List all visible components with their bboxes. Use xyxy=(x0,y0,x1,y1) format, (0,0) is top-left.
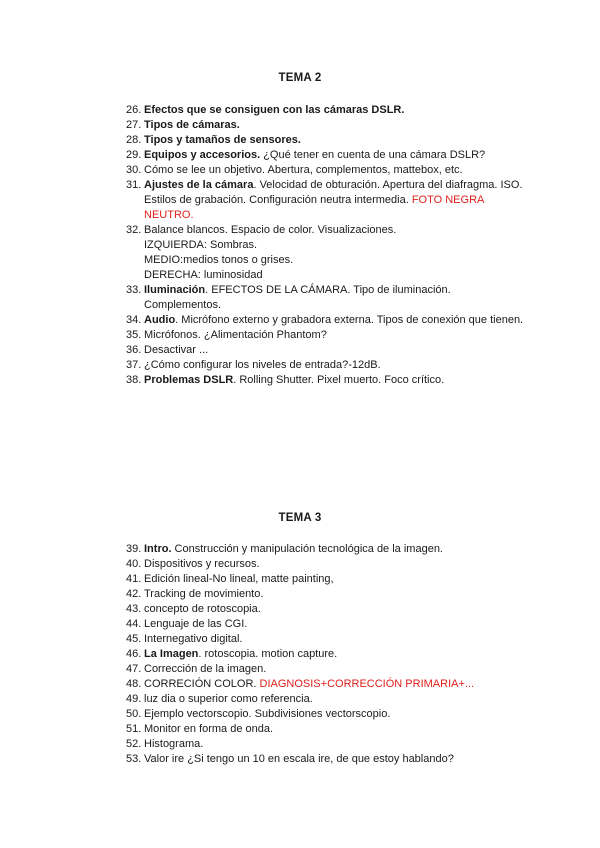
section-title-tema-3: TEMA 3 xyxy=(278,512,322,524)
item-text: Corrección de la imagen. xyxy=(144,663,267,675)
list-item xyxy=(126,313,526,328)
item-sub-line: IZQUIERDA: Sombras. xyxy=(144,239,258,251)
item-text: Histograma. xyxy=(144,738,204,750)
item-number: 30. xyxy=(126,164,142,176)
list-item xyxy=(126,662,526,677)
list-item xyxy=(126,557,526,572)
item-number: 43. xyxy=(126,603,142,615)
list-item xyxy=(126,163,526,178)
item-bold-heading: Intro. xyxy=(144,543,172,555)
item-text: ¿Cómo configurar los niveles de entrada?-12dB. xyxy=(144,359,381,371)
list-item xyxy=(126,572,526,587)
list-item xyxy=(126,283,526,313)
item-bold-heading: Tipos y tamaños de sensores. xyxy=(144,134,301,146)
item-bold-heading: La Imagen xyxy=(144,648,199,660)
list-item xyxy=(126,328,526,343)
item-highlight-red: DIAGNOSIS+CORRECCIÓN PRIMARIA+... xyxy=(259,678,475,690)
list-item xyxy=(126,103,526,118)
item-text: Ejemplo vectorscopio. Subdivisiones vectorscopio. xyxy=(144,708,391,720)
item-text: Lenguaje de las CGI. xyxy=(144,618,248,630)
item-number: 32. xyxy=(126,224,142,236)
list-item xyxy=(126,707,526,722)
item-number: 28. xyxy=(126,134,142,146)
item-text: Dispositivos y recursos. xyxy=(144,558,260,570)
item-number: 37. xyxy=(126,359,142,371)
item-number: 52. xyxy=(126,738,142,750)
list-item xyxy=(126,677,526,692)
item-number: 44. xyxy=(126,618,142,630)
item-text: Monitor en forma de onda. xyxy=(144,723,274,735)
list-item xyxy=(126,617,526,632)
list-item xyxy=(126,373,526,388)
list-item xyxy=(126,722,526,737)
list-item xyxy=(126,118,526,133)
item-number: 48. xyxy=(126,678,142,690)
item-number: 29. xyxy=(126,149,142,161)
item-number: 39. xyxy=(126,543,142,555)
item-bold-heading: Iluminación xyxy=(144,284,206,296)
item-text: . Velocidad de obturación. Apertura del diafragma. ISO. Estilos de grabación. Configuración neutra intermedia. xyxy=(144,179,526,206)
item-text: CORRECIÓN COLOR. xyxy=(144,678,260,690)
item-sub-line: MEDIO:medios tonos o grises. xyxy=(144,254,294,266)
list-item xyxy=(126,178,526,223)
item-number: 36. xyxy=(126,344,142,356)
item-text: Valor ire ¿Si tengo un 10 en escala ire, de que estoy hablando? xyxy=(144,753,454,765)
item-text: Balance blancos. Espacio de color. Visualizaciones. xyxy=(144,224,397,236)
item-text: concepto de rotoscopia. xyxy=(144,603,261,615)
list-item xyxy=(126,223,526,283)
item-text: Tracking de movimiento. xyxy=(144,588,264,600)
item-number: 49. xyxy=(126,693,142,705)
item-text: . rotoscopia. motion capture. xyxy=(198,648,338,660)
list-item xyxy=(126,542,526,557)
list-item xyxy=(126,148,526,163)
item-number: 40. xyxy=(126,558,142,570)
list-item xyxy=(126,647,526,662)
list-item xyxy=(126,632,526,647)
list-item xyxy=(126,737,526,752)
item-text: Construcción y manipulación tecnológica de la imagen. xyxy=(171,543,443,555)
item-number: 50. xyxy=(126,708,142,720)
item-number: 33. xyxy=(126,284,142,296)
item-number: 41. xyxy=(126,573,142,585)
topic-list-tema-3 xyxy=(126,542,526,767)
item-number: 51. xyxy=(126,723,142,735)
item-highlight-red: FOTO NEGRA NEUTRO. xyxy=(144,194,484,221)
list-item xyxy=(126,343,526,358)
item-bold-heading: Problemas DSLR xyxy=(144,374,234,386)
item-bold-heading: Tipos de cámaras. xyxy=(144,119,240,131)
list-item xyxy=(126,133,526,148)
list-item xyxy=(126,602,526,617)
item-number: 45. xyxy=(126,633,142,645)
item-number: 27. xyxy=(126,119,142,131)
item-text: . Rolling Shutter. Pixel muerto. Foco crítico. xyxy=(233,374,445,386)
item-text: ¿Qué tener en cuenta de una cámara DSLR? xyxy=(260,149,486,161)
item-text: Desactivar ... xyxy=(144,344,209,356)
list-item xyxy=(126,358,526,373)
item-bold-heading: Efectos que se consiguen con las cámaras DSLR. xyxy=(144,104,405,116)
item-number: 34. xyxy=(126,314,142,326)
topic-list-tema-2 xyxy=(126,103,526,388)
item-number: 31. xyxy=(126,179,142,191)
item-number: 38. xyxy=(126,374,142,386)
item-text: . EFECTOS DE LA CÁMARA. Tipo de iluminación. Complementos. xyxy=(144,284,454,311)
item-text: . Micrófono externo y grabadora externa. Tipos de conexión que tienen. xyxy=(175,314,524,326)
item-bold-heading: Ajustes de la cámara xyxy=(144,179,254,191)
item-sub-line: DERECHA: luminosidad xyxy=(144,269,263,281)
list-item xyxy=(126,692,526,707)
list-item xyxy=(126,752,526,767)
list-item xyxy=(126,587,526,602)
item-text: Internegativo digital. xyxy=(144,633,243,645)
item-text: luz dia o superior como referencia. xyxy=(144,693,313,705)
item-bold-heading: Equipos y accesorios. xyxy=(144,149,261,161)
item-number: 47. xyxy=(126,663,142,675)
item-number: 42. xyxy=(126,588,142,600)
item-text: Cómo se lee un objetivo. Abertura, complementos, mattebox, etc. xyxy=(144,164,463,176)
item-bold-heading: Audio xyxy=(144,314,176,326)
item-number: 46. xyxy=(126,648,142,660)
item-number: 26. xyxy=(126,104,142,116)
item-number: 53. xyxy=(126,753,142,765)
item-number: 35. xyxy=(126,329,142,341)
section-title-tema-2: TEMA 2 xyxy=(278,72,322,84)
item-text: Micrófonos. ¿Alimentación Phantom? xyxy=(144,329,327,341)
item-text: Edición lineal-No lineal, matte painting, xyxy=(144,573,334,585)
